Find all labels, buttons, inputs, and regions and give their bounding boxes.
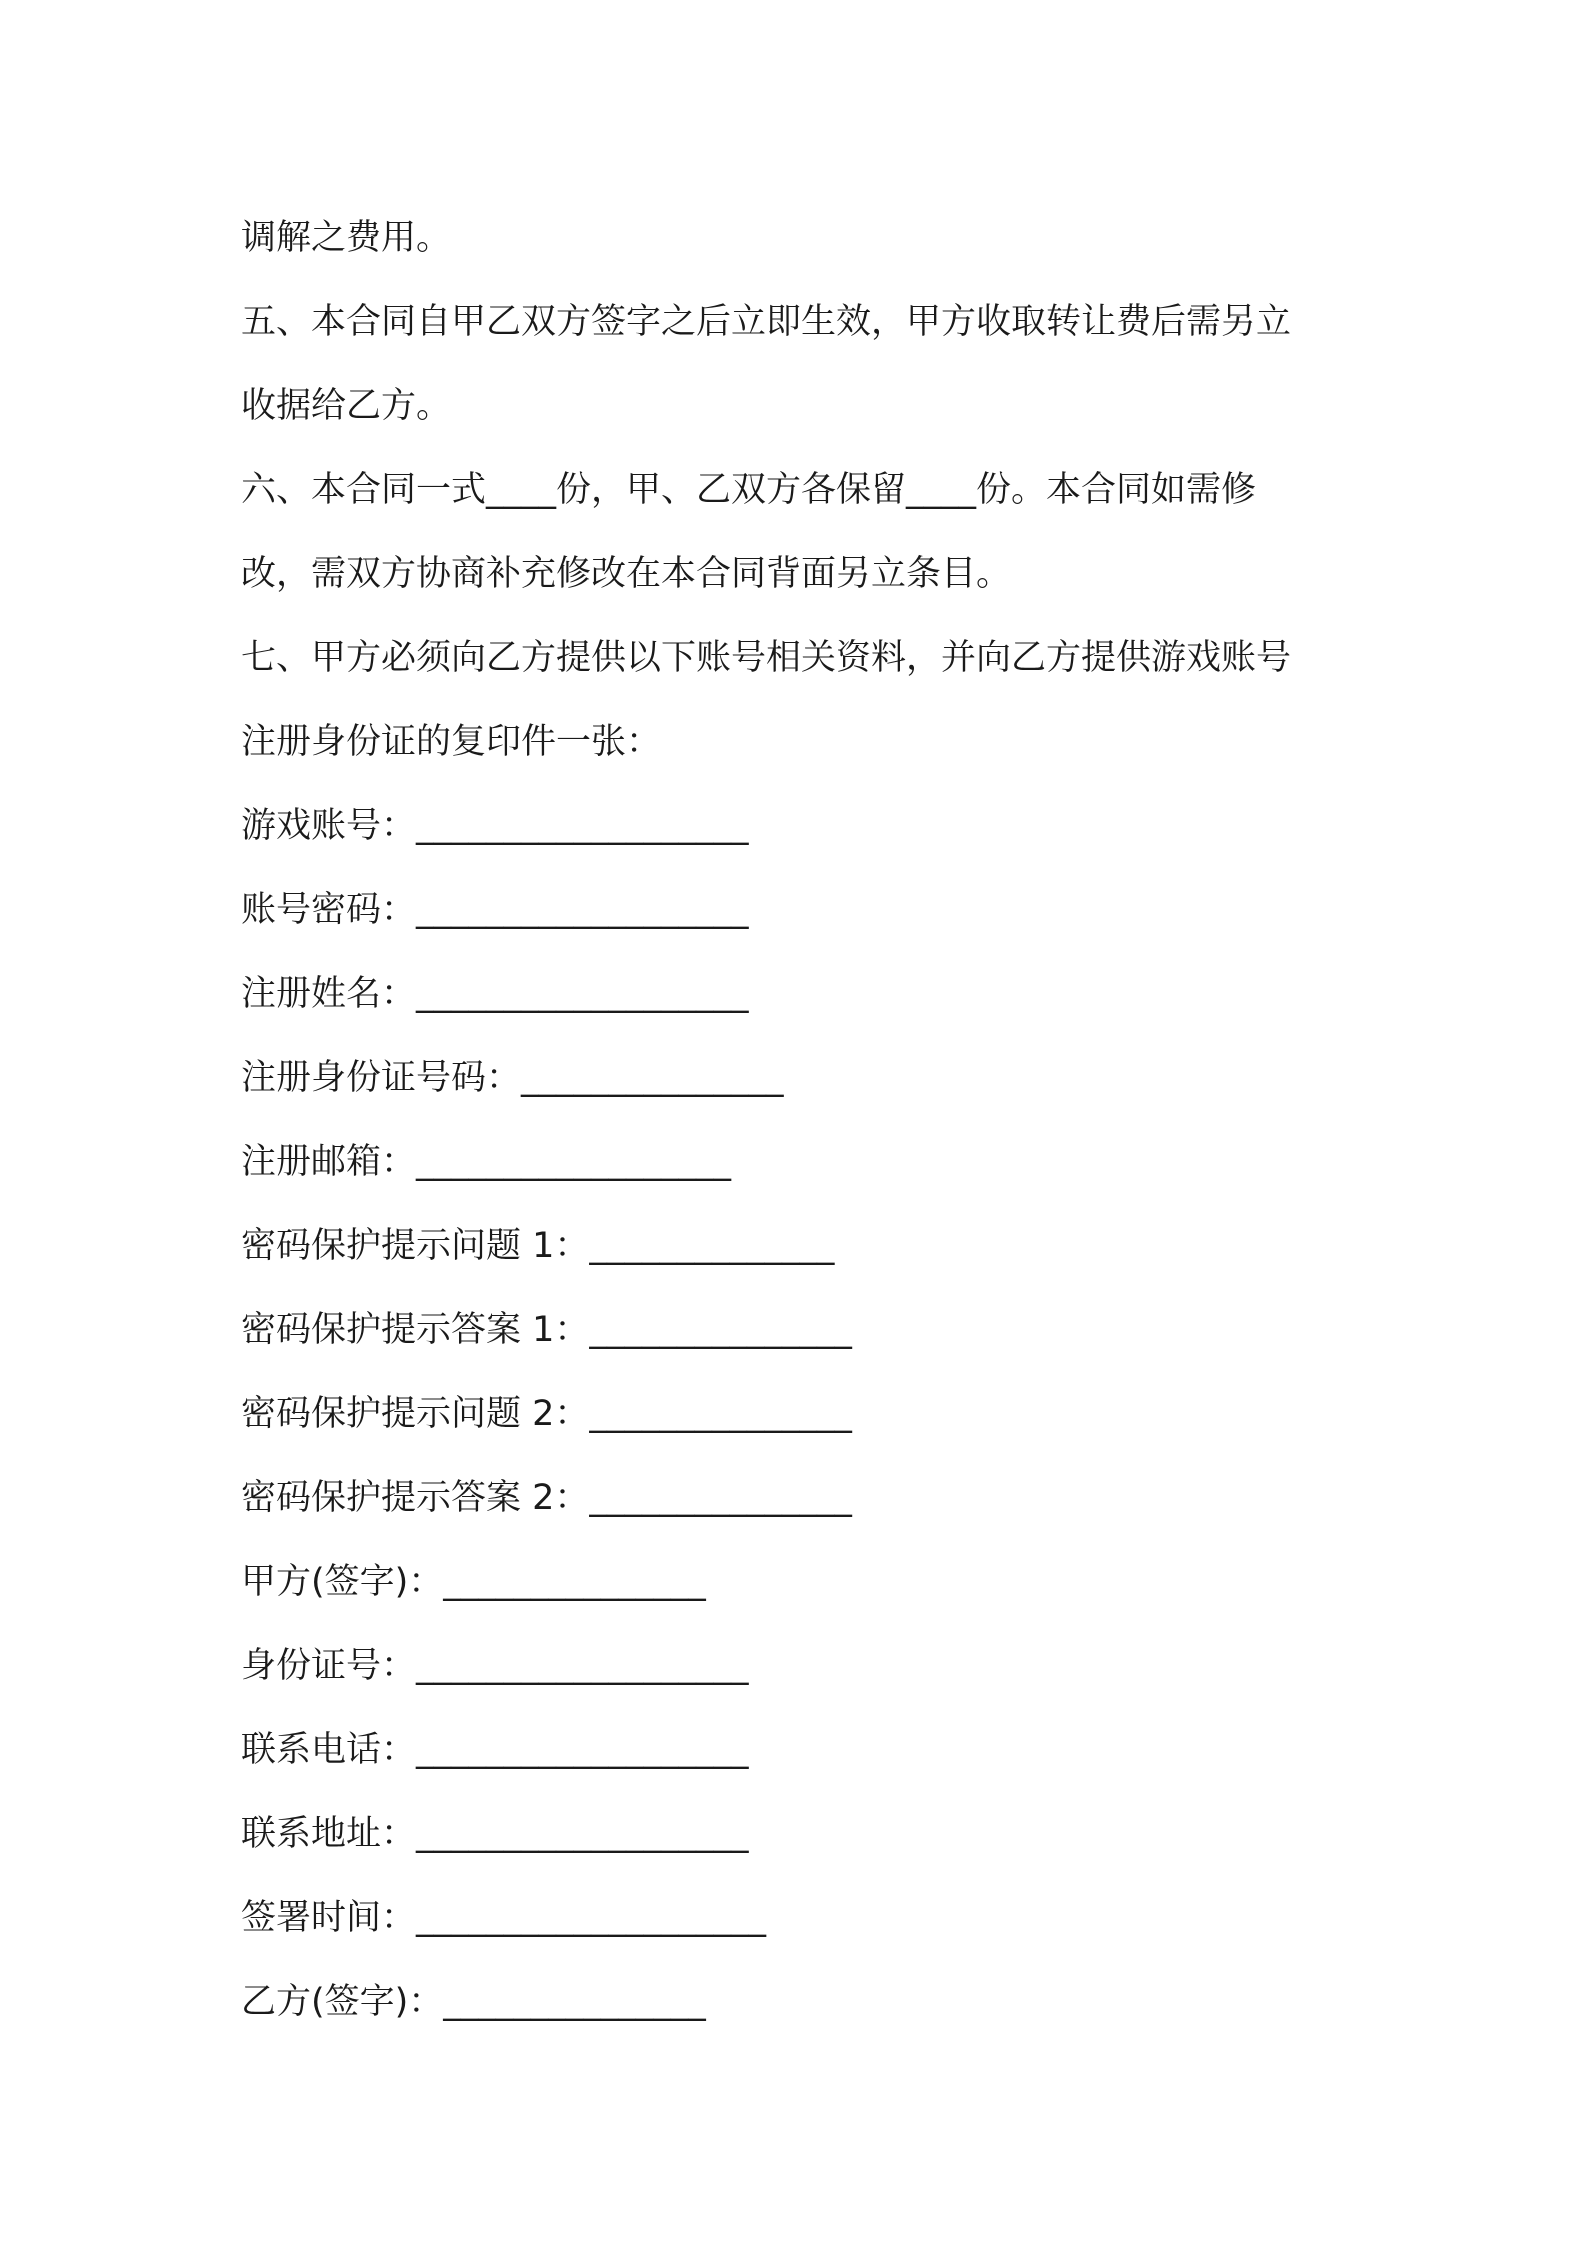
field-security-question-1: 密码保护提示问题 1：______________	[241, 1226, 835, 1266]
field-game-account: 游戏账号：___________________	[241, 806, 749, 846]
field-registered-email: 注册邮箱：__________________	[241, 1142, 732, 1182]
field-security-question-2: 密码保护提示问题 2：_______________	[241, 1394, 852, 1434]
clause-six-line-2: 改，需双方协商补充修改在本合同背面另立条目。	[241, 554, 1012, 594]
contract-text	[241, 196, 1361, 2044]
field-contact-phone: 联系电话：___________________	[241, 1730, 749, 1770]
field-party-a-signature: 甲方(签字)：_______________	[241, 1562, 706, 1602]
field-registered-name: 注册姓名：___________________	[241, 974, 749, 1014]
clause-seven-line-1: 七、甲方必须向乙方提供以下账号相关资料，并向乙方提供游戏账号	[241, 638, 1292, 678]
clause-six-line-1: 六、本合同一式____份，甲、乙双方各保留____份。本合同如需修	[241, 470, 1257, 510]
field-signing-date: 签署时间：____________________	[241, 1898, 767, 1938]
clause-seven-line-2: 注册身份证的复印件一张：	[241, 722, 662, 762]
field-party-b-signature: 乙方(签字)：_______________	[241, 1982, 706, 2022]
text-line-mediation-fee: 调解之费用。	[241, 218, 452, 258]
field-contact-address: 联系地址：___________________	[241, 1814, 749, 1854]
field-security-answer-1: 密码保护提示答案 1：_______________	[241, 1310, 852, 1350]
field-registered-id-number: 注册身份证号码：_______________	[241, 1058, 784, 1098]
clause-five-line-2: 收据给乙方。	[241, 386, 452, 426]
field-account-password: 账号密码：___________________	[241, 890, 749, 930]
field-id-number: 身份证号：___________________	[241, 1646, 749, 1686]
clause-five-line-1: 五、本合同自甲乙双方签字之后立即生效，甲方收取转让费后需另立	[241, 302, 1292, 342]
field-security-answer-2: 密码保护提示答案 2：_______________	[241, 1478, 852, 1518]
